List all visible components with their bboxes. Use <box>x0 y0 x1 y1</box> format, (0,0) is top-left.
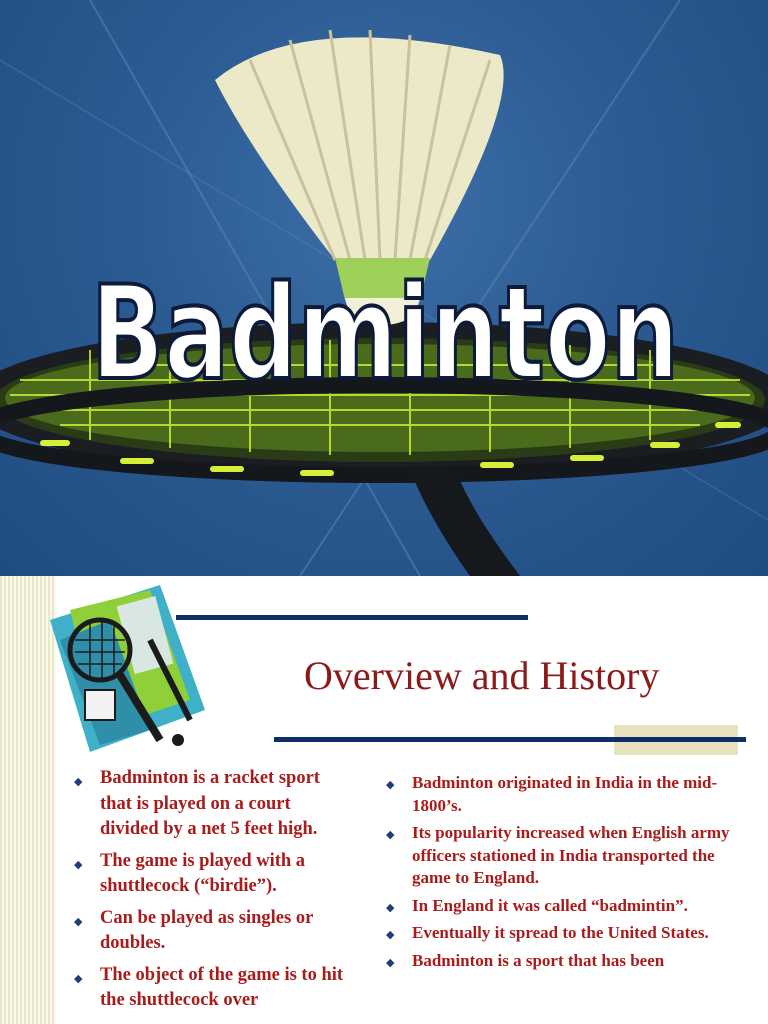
overview-slide <box>0 576 768 1024</box>
badminton-clipart-icon <box>40 580 210 756</box>
list-item: ◆ In England it was called “badmintin”. <box>412 895 752 918</box>
bullet-icon: ◆ <box>386 929 395 941</box>
list-item: ◆ Its popularity increased when English army officers stationed in India transported the game to England. <box>386 823 730 887</box>
bullet-icon: ◆ <box>386 779 395 791</box>
list-item: ◆ Badminton originated in India in the mid-1800’s. <box>386 773 718 815</box>
left-bullet-list <box>74 766 350 1020</box>
right-bullet-list <box>386 772 752 977</box>
bullet-icon: ◆ <box>386 956 395 969</box>
title-text: Badminton <box>90 257 680 409</box>
list-item: ◆ Badminton is a sport that has been <box>412 950 752 973</box>
slide-heading: Overview and History <box>304 653 660 698</box>
list-item: ◆ The game is played with a shuttlecock (“birdie”). <box>74 850 306 896</box>
list-item: ◆ Badminton is a racket sport that is played on a court divided by a net 5 feet high. <box>74 768 320 839</box>
bullet-icon: ◆ <box>386 829 395 841</box>
top-rule <box>176 615 528 620</box>
bullet-icon: ◆ <box>74 776 83 788</box>
list-item: ◆ Can be played as singles or doubles. <box>74 907 313 953</box>
bullet-icon: ◆ <box>74 915 83 928</box>
bullet-icon: ◆ <box>74 858 83 871</box>
title-wordart <box>90 257 680 430</box>
bullet-icon: ◆ <box>74 972 83 985</box>
bottom-rule <box>274 737 746 742</box>
list-item: ◆ The object of the game is to hit the shuttlecock over <box>74 964 344 1010</box>
bullet-icon: ◆ <box>386 901 395 914</box>
title-word <box>90 257 680 430</box>
list-item: ◆ Eventually it spread to the United States. <box>412 922 752 945</box>
